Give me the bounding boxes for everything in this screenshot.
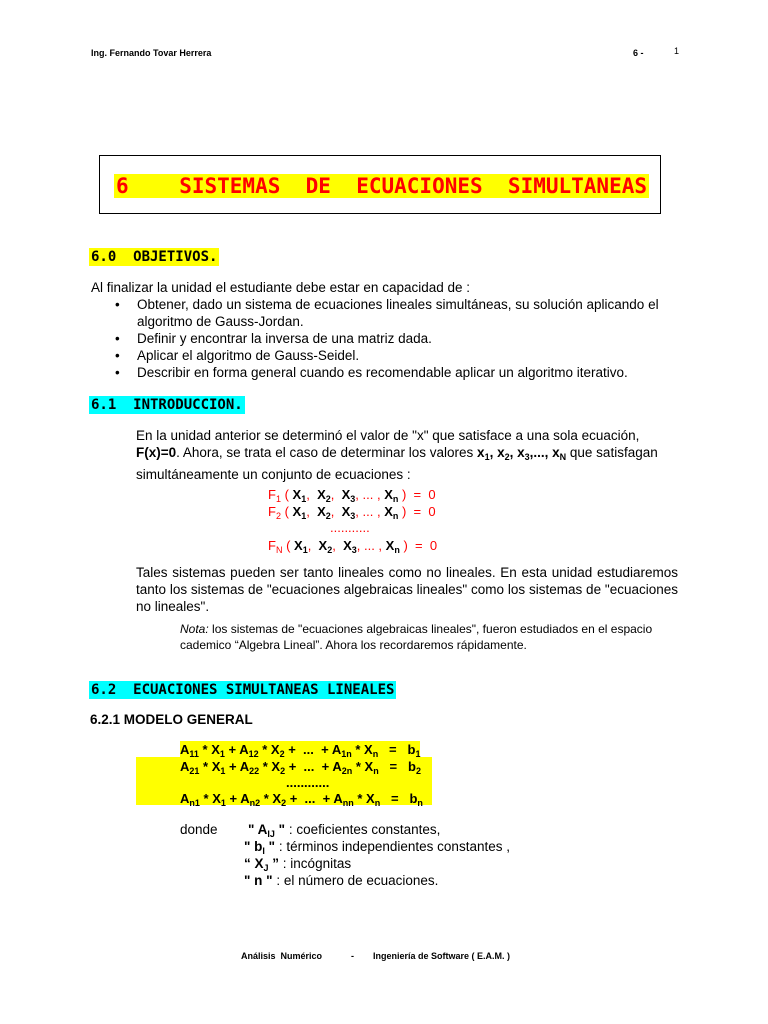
list-item: • Obtener, dado un sistema de ecuaciones lineales simultáneas, su solución aplicando el algoritmo de Gauss-Jordan. bbox=[110, 296, 680, 330]
definition-bi: " $b_I$ " : términos independientes constantes , bbox=[244, 839, 510, 856]
definition-xj: “ $X_J$ ” : incógnitas bbox=[244, 856, 352, 873]
equation-fn: $F_N$ ( $X_1$, $X_2$, $X_3$, ... , $X_n$ ) = 0 bbox=[268, 538, 438, 555]
title-box bbox=[99, 155, 661, 214]
equation-f1: $F_1$ ( $X_1$, $X_2$, $X_3$, ... , $X_n$ ) = 0 bbox=[268, 487, 436, 504]
footer-course: Análisis Numérico bbox=[241, 951, 323, 961]
header-chapter: 6 - bbox=[633, 48, 644, 58]
equation-f2: $F_2$ ( $X_1$, $X_2$, $X_3$, ... , $X_n$ ) = 0 bbox=[268, 504, 436, 521]
donde-label: donde bbox=[180, 822, 218, 837]
objetivos-list bbox=[110, 296, 680, 381]
list-item: • Aplicar el algoritmo de Gauss-Seidel. bbox=[110, 347, 680, 364]
footer-program: Ingeniería de Software ( E.A.M. ) bbox=[373, 951, 511, 961]
linear-equation-dots: ............ bbox=[286, 775, 330, 790]
linear-equation-row-2: $A_{21} * X_1 + A_{22} * X_2$ + ... + $A_{2n} * X_n = b_2$ bbox=[180, 759, 421, 776]
linear-equation-row-n: $A_{n1} * X_1 + A_{n2} * X_2$ + ... + $A_{nn} * X_n = b_n$ bbox=[180, 791, 423, 808]
introduccion-paragraph-2: Tales sistemas pueden ser tanto lineales como no lineales. En esta unidad estudiaremos tanto los sistemas de "ecuaciones algebraicas lineales" como los sistemas de "ecuaciones no lineales". bbox=[136, 565, 678, 614]
list-item: • Definir y encontrar la inversa de una matriz dada. bbox=[110, 330, 680, 347]
footer-separator: - bbox=[351, 951, 354, 961]
subsection-heading-modelo-general: 6.2.1 MODELO GENERAL bbox=[90, 712, 253, 727]
introduccion-paragraph-1: En la unidad anterior se determinó el valor de "x" que satisface a una sola ecuación, F(x)=0. Ahora, se trata el caso de determinar los valores $x_1$, $x_2$, $x_3$,..., $x_N$ que satisfagan simultáneamente un conjunto de ecuaciones : bbox=[136, 428, 658, 482]
definition-n: " n " : el número de ecuaciones. bbox=[244, 873, 439, 888]
page-title: 6 SISTEMAS DE ECUACIONES SIMULTANEAS bbox=[116, 174, 648, 198]
definition-aij: " $A_{IJ}$ " : coeficientes constantes, bbox=[248, 822, 441, 839]
header-page-number: 1 bbox=[674, 46, 680, 56]
section-heading-introduccion: 6.1 INTRODUCCION. bbox=[91, 397, 243, 413]
section-heading-objetivos: 6.0 OBJETIVOS. bbox=[91, 249, 218, 265]
header-author: Ing. Fernando Tovar Herrera bbox=[91, 48, 212, 58]
list-item: • Describir en forma general cuando es recomendable aplicar un algoritmo iterativo. bbox=[110, 364, 680, 381]
section-heading-lineales: 6.2 ECUACIONES SIMULTANEAS LINEALES bbox=[91, 682, 395, 698]
equation-dots: ........... bbox=[330, 520, 370, 535]
objetivos-intro: Al finalizar la unidad el estudiante debe estar en capacidad de : bbox=[91, 280, 471, 295]
linear-equation-row-1: $A_{11} * X_1 + A_{12} * X_2$ + ... + $A_{1n} * X_n = b_1$ bbox=[180, 741, 420, 763]
introduccion-note: Nota: los sistemas de "ecuaciones algebraicas lineales", fueron estudiados en el espacio cademico “Algebra Lineal”. Ahora los recordaremos rápidamente. bbox=[180, 622, 653, 652]
